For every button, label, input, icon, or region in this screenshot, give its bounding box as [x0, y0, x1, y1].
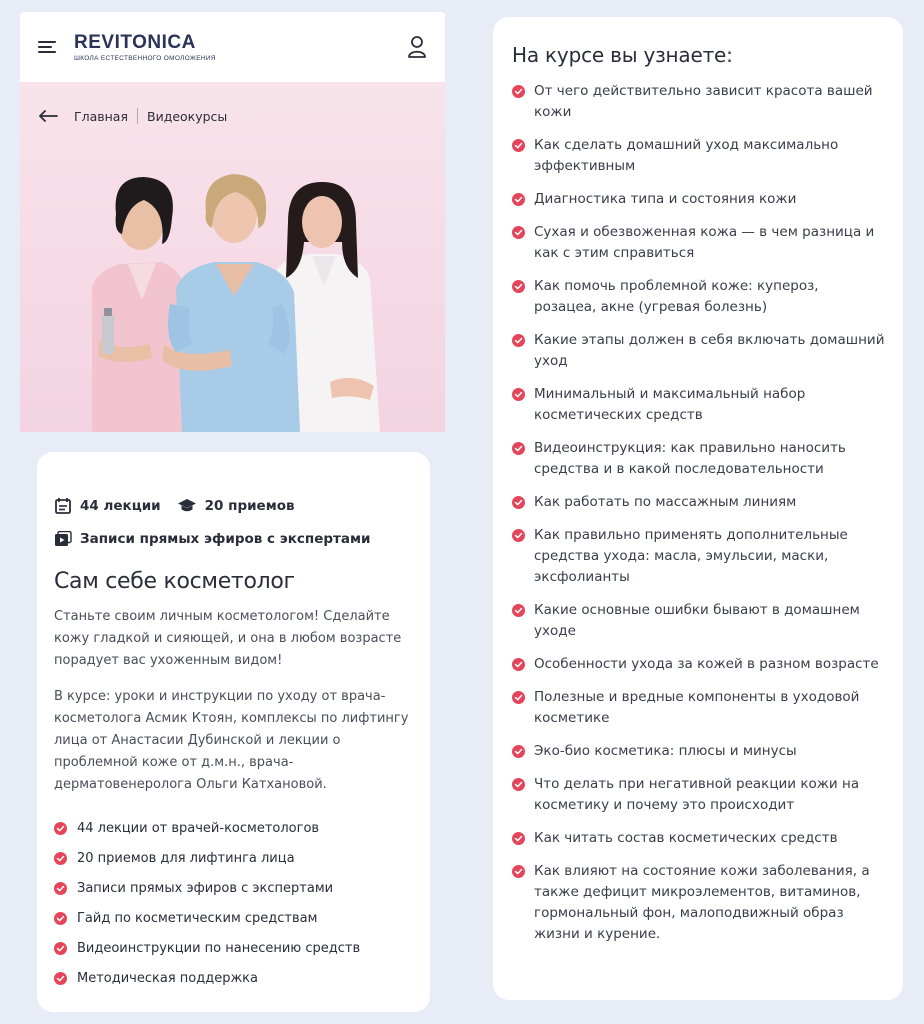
learn-item-label: Как помочь проблемной коже: купероз, розацеа, акне (угревая болезнь)	[534, 278, 819, 315]
course-card	[37, 452, 430, 1012]
check-icon	[54, 942, 67, 955]
check-icon	[512, 442, 525, 455]
learn-item-label: Видеоинструкция: как правильно наносить средства и в какой последовательности	[534, 440, 846, 477]
check-icon	[54, 822, 67, 835]
check-icon	[512, 745, 525, 758]
learn-item-label: Что делать при негативной реакции кожи на косметику и почему это происходит	[534, 776, 860, 813]
course-intro: Станьте своим личным косметологом! Сделайте кожу гладкой и сияющей, и она в любом возрасте порадует вас ухоженным видом!	[54, 609, 402, 668]
breadcrumb-home[interactable]: Главная	[74, 108, 128, 124]
check-icon	[512, 280, 525, 293]
check-icon	[54, 882, 67, 895]
learn-item-label: Полезные и вредные компоненты в уходовой косметике	[534, 689, 860, 726]
learn-item-label: Особенности ухода за кожей в разном возрасте	[534, 656, 879, 672]
learn-item-label: Диагностика типа и состояния кожи	[534, 191, 797, 207]
learn-item	[512, 330, 885, 372]
check-icon	[512, 139, 525, 152]
learn-title: На курсе вы узнаете:	[512, 43, 733, 67]
calendar-icon	[54, 497, 72, 515]
user-icon[interactable]	[407, 36, 427, 58]
feature-item	[54, 813, 413, 843]
learn-item-label: Сухая и обезвоженная кожа — в чем разница и как с этим справиться	[534, 224, 875, 261]
check-icon	[512, 496, 525, 509]
check-icon	[512, 778, 525, 791]
hero-banner	[20, 82, 445, 432]
check-icon	[54, 912, 67, 925]
learn-item-label: Как влияют на состояние кожи заболевания, а также дефицит микроэлементов, витаминов, гормональный фон, малоподвижный образ жизни и курение.	[534, 863, 870, 942]
video-icon	[54, 531, 72, 547]
feature-item	[54, 873, 413, 903]
learn-item-label: Какие этапы должен в себя включать домашний уход	[534, 332, 885, 369]
feature-item-label: 44 лекции от врачей-косметологов	[77, 820, 320, 836]
learn-item	[512, 654, 885, 675]
check-icon	[512, 604, 525, 617]
feature-item	[54, 903, 413, 933]
learn-item	[512, 384, 885, 426]
course-description: В курсе: уроки и инструкции по уходу от врача-косметолога Асмик Ктоян, комплексы по лифтингу лица от Анастасии Дубинской и лекции о проблемной коже от д.м.н., врача-дерматовенеролога Ольги Катхановой.	[54, 689, 409, 792]
logo[interactable]	[74, 33, 216, 62]
check-icon	[512, 529, 525, 542]
learn-item	[512, 525, 885, 588]
check-icon	[512, 85, 525, 98]
feature-item-label: Видеоинструкции по нанесению средств	[77, 940, 361, 956]
learn-item	[512, 438, 885, 480]
stat-techniques	[177, 498, 295, 514]
learn-item-label: Как работать по массажным линиям	[534, 494, 797, 510]
hamburger-icon[interactable]	[38, 39, 58, 55]
check-icon	[54, 972, 67, 985]
learn-item	[512, 741, 885, 762]
learn-item	[512, 828, 885, 849]
breadcrumb-videocourses[interactable]: Видеокурсы	[147, 108, 228, 124]
learn-list	[512, 81, 885, 945]
learn-item-label: Как правильно применять дополнительные средства ухода: масла, эмульсии, маски, эксфолианты	[534, 527, 848, 585]
logo-wordmark: REVITONICA	[74, 31, 196, 53]
expert-middle-figure	[162, 174, 300, 432]
logo-tagline: ШКОЛА ЕСТЕСТВЕННОГО ОМОЛОЖЕНИЯ	[74, 54, 216, 62]
check-icon	[512, 691, 525, 704]
check-icon	[512, 226, 525, 239]
feature-item	[54, 963, 413, 993]
learn-item-label: Как сделать домашний уход максимально эффективным	[534, 137, 839, 174]
experts-photo	[20, 82, 445, 432]
site-header	[20, 12, 445, 82]
feature-item	[54, 843, 413, 873]
check-icon	[512, 832, 525, 845]
stat-lectures	[54, 497, 161, 515]
learn-item	[512, 687, 885, 729]
check-icon	[512, 658, 525, 671]
learn-item	[512, 861, 885, 945]
stat-recordings-label: Записи прямых эфиров с экспертами	[80, 531, 371, 547]
course-stats-recordings	[54, 531, 413, 547]
learn-item	[512, 492, 885, 513]
learn-item-label: Минимальный и максимальный набор косметических средств	[534, 386, 806, 423]
check-icon	[512, 334, 525, 347]
learn-item	[512, 222, 885, 264]
learn-item	[512, 81, 885, 123]
course-title: Сам себе косметолог	[54, 569, 295, 594]
stat-lectures-label: 44 лекции	[80, 498, 161, 514]
feature-item-label: 20 приемов для лифтинга лица	[77, 850, 295, 866]
graduation-cap-icon	[177, 498, 197, 514]
check-icon	[512, 388, 525, 401]
course-column	[20, 12, 445, 1012]
learn-panel	[493, 17, 903, 1000]
check-icon	[512, 865, 525, 878]
feature-item	[54, 933, 413, 963]
course-features-list	[54, 813, 413, 993]
stat-techniques-label: 20 приемов	[204, 498, 295, 514]
learn-item	[512, 774, 885, 816]
learn-item	[512, 135, 885, 177]
stat-recordings	[54, 531, 370, 547]
learn-item-label: Какие основные ошибки бывают в домашнем уходе	[534, 602, 860, 639]
learn-item-label: Эко-био косметика: плюсы и минусы	[534, 743, 797, 759]
check-icon	[512, 193, 525, 206]
learn-item-label: От чего действительно зависит красота вашей кожи	[534, 83, 873, 120]
learn-item	[512, 600, 885, 642]
learn-item	[512, 276, 885, 318]
course-stats	[54, 497, 413, 515]
feature-item-label: Методическая поддержка	[77, 970, 258, 986]
learn-item-label: Как читать состав косметических средств	[534, 830, 838, 846]
learn-item	[512, 189, 885, 210]
check-icon	[54, 852, 67, 865]
feature-item-label: Гайд по косметическим средствам	[77, 910, 318, 926]
feature-item-label: Записи прямых эфиров с экспертами	[77, 880, 334, 896]
